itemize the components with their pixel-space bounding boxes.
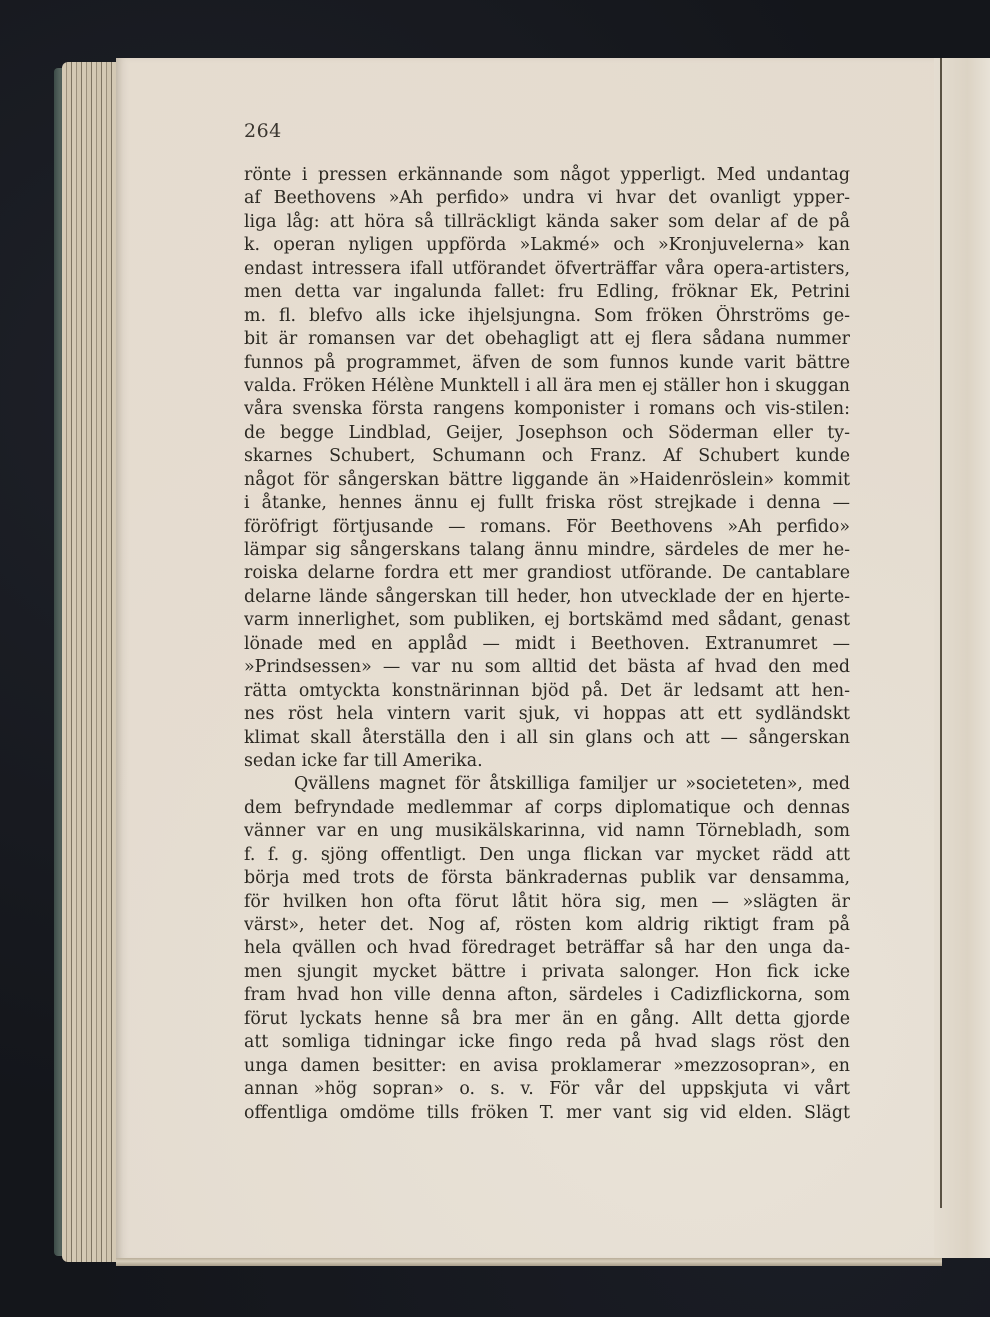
text-line: sedan icke far till Amerika. [244,750,483,771]
text-line: f. f. g. sjöng offentligt. Den unga flickan var mycket rädd att [244,844,850,865]
text-line: lämpar sig sångerskans talang ännu mindre, särdeles de mer he- [244,540,850,560]
text-line: annan »hög sopran» o. s. v. För vår del uppskjuta vi vårt [244,1079,850,1100]
text-line: börja med trots de första bänkradernas publik var densamma, [244,868,850,889]
text-line: de begge Lindblad, Geijer, Josephson och Söderman eller ty- [244,422,850,443]
text-line: förut lyckats henne så bra mer än en gång. Allt detta gjorde [244,1008,850,1029]
text-line: valda. Fröken Hélène Munktell i all ära men ej ställer hon i skuggan [244,375,850,396]
text-line: af Beethovens »Ah perfido» undra vi hvar det ovanligt ypper- [244,188,850,209]
text-line: m. fl. blefvo alls icke ihjelsjungna. Som fröken Öhrströms ge- [244,305,850,326]
binding-fold [940,58,942,1208]
text-line: dem befryndade medlemmar af corps diplomatique och dennas [244,797,850,818]
text-line: nes röst hela vintern varit sjuk, vi hoppas att ett sydländskt [244,704,850,725]
text-line: vänner var en ung musikälskarinna, vid namn Törnebladh, som [244,821,850,842]
text-line: för hvilken hon ofta förut låtit höra sig, men — »slägten är [244,891,850,912]
page-bottom-edge [116,1258,942,1266]
text-line: föröfrigt förtjusande — romans. För Beethovens »Ah perfido» [244,516,850,537]
text-line: våra svenska första rangens komponister i romans och vis-stilen: [244,399,850,420]
page-gutter [934,58,990,1258]
text-line: värst», heter det. Nog af, rösten kom aldrig riktigt fram på [244,915,850,935]
text-line: »Prindsessen» — var nu som alltid det bästa af hvad den med [244,657,850,678]
text-line: varm innerlighet, som publiken, ej bortskämd med sådant, genast [244,610,850,631]
text-line: i åtanke, hennes ännu ej fullt friska röst strejkade i denna — [244,493,850,514]
text-line-paragraph-start: Qvällens magnet för åtskilliga familjer ur »societeten», med [294,774,850,795]
text-line: unga damen besitter: en avisa proklamerar »mezzosopran», en [244,1055,850,1076]
text-line: lönade med en applåd — midt i Beethoven. Extranumret — [244,633,850,654]
text-line: liga låg: att höra så tillräckligt kända saker som delar af de på [244,211,850,232]
text-line: skarnes Schubert, Schumann och Franz. Af Schubert kunde [244,446,850,467]
text-line: offentliga omdöme tills fröken T. mer vant sig vid elden. Slägt [244,1102,850,1123]
page-number: 264 [244,120,282,142]
page-stack-edges [62,62,124,1262]
text-line: bit är romansen var det obehagligt att ej flera sådana nummer [244,329,850,350]
text-line: men sjungit mycket bättre i privata salonger. Hon fick icke [244,961,850,982]
text-line: endast intressera ifall utförandet öfverträffar våra opera-artisters, [244,258,850,279]
text-line: att somliga tidningar icke fingo reda på hvad slags röst den [244,1032,850,1053]
text-line: funnos på programmet, äfven de som funnos kunde varit bättre [244,352,850,373]
text-lines [244,164,850,1125]
text-line: hela qvällen och hvad föredraget beträffar så har den unga da- [244,938,850,959]
text-line: delarne lände sångerskan till heder, hon utvecklade der en hjerte- [244,586,850,607]
text-line: men detta var ingalunda fallet: fru Edling, fröknar Ek, Petrini [244,282,850,303]
text-line: roiska delarne fordra ett mer grandiost utförande. De cantablare [244,563,850,584]
text-line: rätta omtyckta konstnärinnan bjöd på. Det är ledsamt att hen- [244,680,850,701]
text-line: klimat skall återställa den i all sin glans och att — sångerskan [244,727,850,748]
text-line: något för sångerskan bättre liggande än »Haidenröslein» kommit [244,469,850,490]
text-line: fram hvad hon ville denna afton, särdeles i Cadizflickorna, som [244,985,850,1006]
text-line: k. operan nyligen uppförda »Lakmé» och »Kronjuvelerna» kan [244,235,850,256]
text-line: rönte i pressen erkännande som något ypperligt. Med undantag [244,165,850,185]
